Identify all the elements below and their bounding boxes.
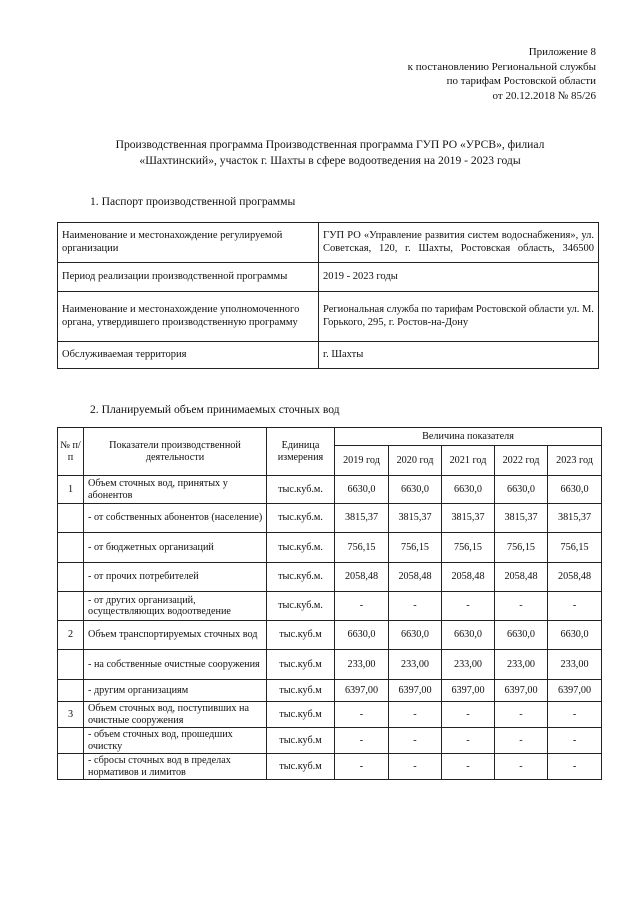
table-header-row [58, 428, 602, 446]
table-row [58, 504, 602, 533]
table-row [58, 754, 602, 780]
header-year: 2022 год [495, 446, 548, 476]
passport-value: г. Шахты [319, 342, 599, 369]
row-value: 2058,48 [442, 563, 495, 592]
row-number [58, 504, 84, 533]
header-value-group: Величина показателя [335, 428, 602, 446]
passport-label: Наименование и местонахождение регулируемой организации [58, 223, 319, 263]
row-value: - [442, 702, 495, 728]
row-value: - [335, 728, 389, 754]
row-unit: тыс.куб.м. [267, 533, 335, 563]
table-row [58, 728, 602, 754]
row-unit: тыс.куб.м [267, 728, 335, 754]
header-year: 2020 год [389, 446, 442, 476]
row-value: - [495, 728, 548, 754]
table-row [58, 702, 602, 728]
header-year: 2019 год [335, 446, 389, 476]
row-value: - [389, 754, 442, 780]
header-year: 2021 год [442, 446, 495, 476]
row-number [58, 563, 84, 592]
row-value: 3815,37 [548, 504, 602, 533]
passport-table [57, 222, 599, 369]
table-body [58, 476, 602, 780]
row-value: 756,15 [548, 533, 602, 563]
row-value: - [442, 728, 495, 754]
row-value: 233,00 [548, 650, 602, 680]
row-value: 6397,00 [335, 680, 389, 702]
row-value: 6630,0 [389, 621, 442, 650]
wastewater-volume-table [57, 427, 602, 780]
row-value: 6397,00 [548, 680, 602, 702]
row-number: 1 [58, 476, 84, 504]
appendix-line: по тарифам Ростовской области [446, 75, 596, 87]
table-row [58, 476, 602, 504]
row-value: 6630,0 [442, 621, 495, 650]
row-value: 6630,0 [548, 621, 602, 650]
section-2-heading: 2. Планируемый объем принимаемых сточных вод [90, 403, 340, 416]
row-value: 233,00 [495, 650, 548, 680]
row-indicator: - объем сточных вод, прошедших очистку [84, 728, 267, 754]
table-row [58, 592, 602, 621]
row-value: 6630,0 [389, 476, 442, 504]
row-value: - [389, 592, 442, 621]
row-value: - [495, 592, 548, 621]
table-row [58, 563, 602, 592]
row-value: - [495, 702, 548, 728]
row-number [58, 680, 84, 702]
header-num: № п/п [58, 428, 84, 476]
row-indicator: - от других организаций, осуществляющих водоотведение [84, 592, 267, 621]
passport-label: Обслуживаемая территория [58, 342, 319, 369]
row-value: 6630,0 [495, 476, 548, 504]
row-value: - [389, 702, 442, 728]
row-value: - [495, 754, 548, 780]
row-value: 3815,37 [335, 504, 389, 533]
row-unit: тыс.куб.м [267, 650, 335, 680]
row-value: 6630,0 [495, 621, 548, 650]
row-unit: тыс.куб.м. [267, 476, 335, 504]
row-value: - [442, 754, 495, 780]
row-number [58, 592, 84, 621]
row-indicator: - сбросы сточных вод в пределах нормативов и лимитов [84, 754, 267, 780]
row-indicator: - от собственных абонентов (население) [84, 504, 267, 533]
passport-row [58, 263, 599, 292]
row-indicator: - от прочих потребителей [84, 563, 267, 592]
row-value: - [335, 702, 389, 728]
row-value: 3815,37 [495, 504, 548, 533]
appendix-line: Приложение 8 [528, 46, 596, 58]
row-value: 3815,37 [442, 504, 495, 533]
header-unit: Единица измерения [267, 428, 335, 476]
row-indicator: - на собственные очистные сооружения [84, 650, 267, 680]
row-value: 2058,48 [335, 563, 389, 592]
row-value: 233,00 [442, 650, 495, 680]
title-line: «Шахтинский», участок г. Шахты в сфере водоотведения на 2019 - 2023 годы [139, 153, 521, 167]
row-unit: тыс.куб.м [267, 680, 335, 702]
row-value: 6397,00 [495, 680, 548, 702]
section-1-heading: 1. Паспорт производственной программы [90, 195, 296, 208]
row-number: 2 [58, 621, 84, 650]
row-value: - [548, 728, 602, 754]
passport-row [58, 223, 599, 263]
row-indicator: Объем сточных вод, поступивших на очистные сооружения [84, 702, 267, 728]
row-unit: тыс.куб.м. [267, 592, 335, 621]
passport-value: Региональная служба по тарифам Ростовской области ул. М. Горького, 295, г. Ростов-на-Дону [319, 292, 599, 342]
passport-value: 2019 - 2023 годы [319, 263, 599, 292]
row-unit: тыс.куб.м [267, 754, 335, 780]
appendix-line: от 20.12.2018 № 85/26 [492, 89, 596, 102]
appendix-line: к постановлению Региональной службы [407, 60, 596, 73]
row-value: 3815,37 [389, 504, 442, 533]
passport-row [58, 342, 599, 369]
passport-row [58, 292, 599, 342]
table-row [58, 680, 602, 702]
row-value: - [335, 754, 389, 780]
row-indicator: - другим организациям [84, 680, 267, 702]
row-value: 6630,0 [335, 476, 389, 504]
passport-label: Период реализации производственной программы [58, 263, 319, 292]
row-value: 2058,48 [548, 563, 602, 592]
row-unit: тыс.куб.м. [267, 563, 335, 592]
row-value: 6397,00 [389, 680, 442, 702]
header-indicator: Показатели производственной деятельности [84, 428, 267, 476]
header-year: 2023 год [548, 446, 602, 476]
row-number [58, 533, 84, 563]
table-row [58, 650, 602, 680]
row-value: 233,00 [389, 650, 442, 680]
row-indicator: - от бюджетных организаций [84, 533, 267, 563]
row-number [58, 754, 84, 780]
appendix-block [408, 45, 596, 103]
row-unit: тыс.куб.м [267, 621, 335, 650]
row-value: - [548, 754, 602, 780]
row-value: 233,00 [335, 650, 389, 680]
row-number [58, 728, 84, 754]
document-title [60, 137, 600, 168]
row-value: 756,15 [335, 533, 389, 563]
row-value: - [442, 592, 495, 621]
row-indicator: Объем сточных вод, принятых у абонентов [84, 476, 267, 504]
row-value: 6630,0 [442, 476, 495, 504]
row-unit: тыс.куб.м [267, 702, 335, 728]
row-indicator: Объем транспортируемых сточных вод [84, 621, 267, 650]
row-value: - [548, 702, 602, 728]
row-value: 6630,0 [548, 476, 602, 504]
row-value: 2058,48 [495, 563, 548, 592]
row-value: - [548, 592, 602, 621]
row-value: 756,15 [389, 533, 442, 563]
passport-label: Наименование и местонахождение уполномоченного органа, утвердившего производственную программу [58, 292, 319, 342]
row-value: - [335, 592, 389, 621]
row-number [58, 650, 84, 680]
table-row [58, 533, 602, 563]
row-value: 6630,0 [335, 621, 389, 650]
row-number: 3 [58, 702, 84, 728]
passport-value: ГУП РО «Управление развития систем водоснабжения», ул. Советская, 120, г. Шахты, Ростовская область, 346500 [319, 223, 599, 263]
title-line: Производственная программа Производственная программа ГУП РО «УРСВ», филиал [115, 138, 545, 151]
row-value: 2058,48 [389, 563, 442, 592]
row-unit: тыс.куб.м. [267, 504, 335, 533]
row-value: - [389, 728, 442, 754]
row-value: 756,15 [442, 533, 495, 563]
row-value: 756,15 [495, 533, 548, 563]
row-value: 6397,00 [442, 680, 495, 702]
table-row [58, 621, 602, 650]
